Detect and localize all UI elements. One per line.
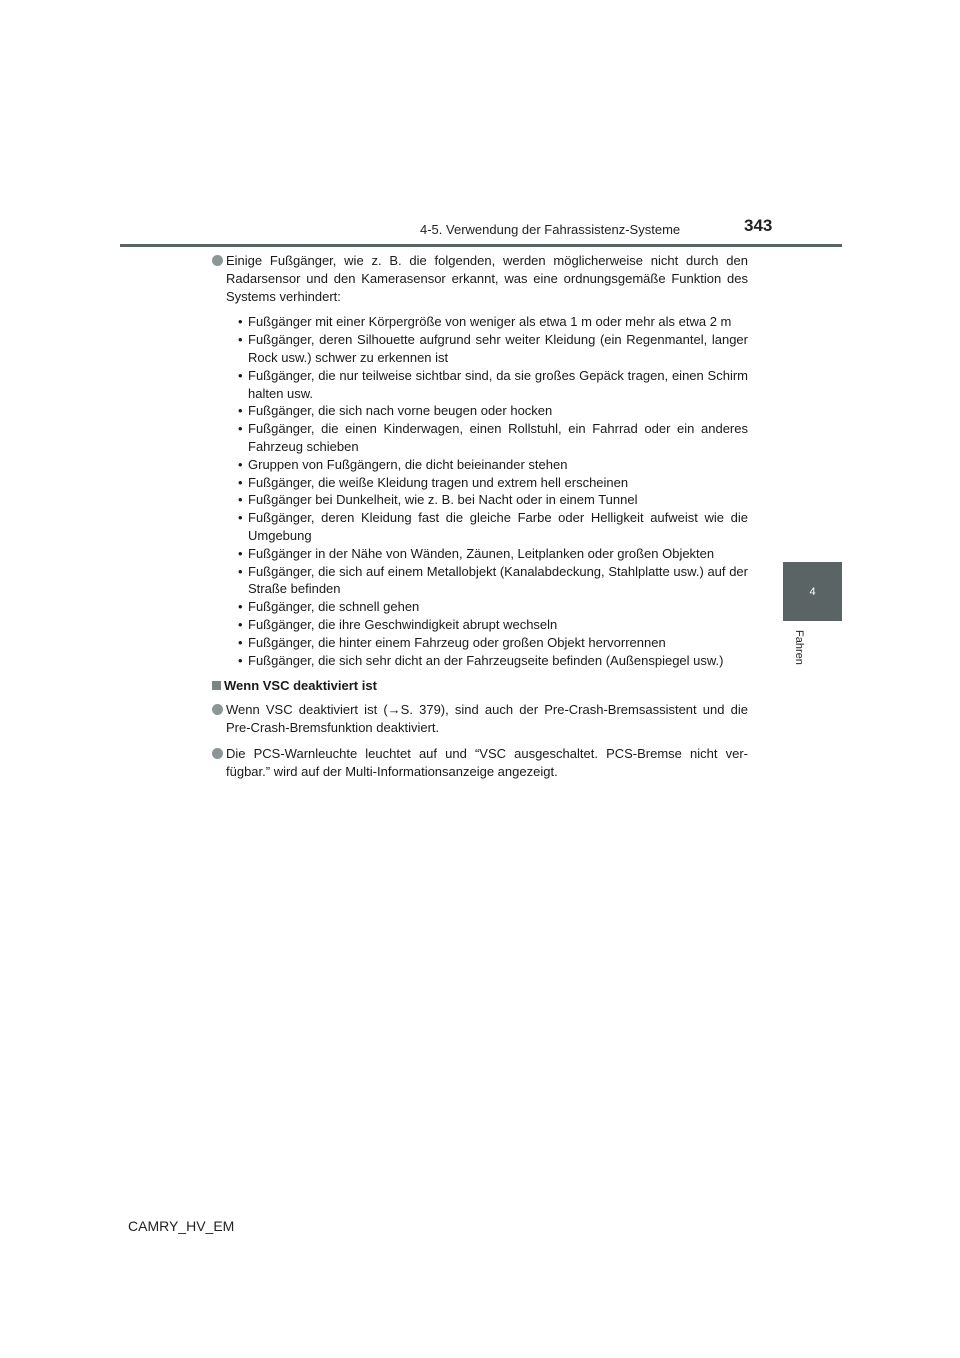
circle-bullet-icon bbox=[212, 704, 223, 715]
dot-bullet-icon: • bbox=[238, 510, 243, 526]
list-item bbox=[238, 474, 748, 492]
list-item bbox=[238, 402, 748, 420]
dot-bullet-icon: • bbox=[238, 332, 243, 348]
header-rule bbox=[120, 244, 842, 247]
list-item-text: Fußgänger, die weiße Kleidung tragen und extrem hell erscheinen bbox=[248, 474, 629, 490]
dot-bullet-icon: • bbox=[238, 634, 243, 650]
list-item-text: Fußgänger, die schnell gehen bbox=[248, 599, 420, 615]
chapter-tab bbox=[783, 562, 842, 621]
content-body bbox=[210, 252, 748, 788]
list-item-text: Gruppen von Fußgängern, die dicht beieinander stehen bbox=[248, 456, 568, 472]
list-item bbox=[238, 313, 748, 331]
dot-bullet-icon: • bbox=[238, 563, 243, 579]
dot-bullet-icon: • bbox=[238, 616, 243, 632]
list-item bbox=[238, 598, 748, 616]
list-item bbox=[238, 491, 748, 509]
list-item-text: Fußgänger, die sich sehr dicht an der Fahrzeugseite befinden (Außenspiegel usw.) bbox=[248, 652, 724, 668]
list-item bbox=[238, 367, 748, 403]
list-item bbox=[238, 509, 748, 545]
vsc-bullet-text: Wenn VSC deaktiviert ist (→S. 379), sind auch der Pre-Crash-Bremsassistent und die Pre-Crash-Bremsfunktion deaktiviert. bbox=[226, 702, 748, 735]
list-item bbox=[238, 634, 748, 652]
dot-bullet-icon: • bbox=[238, 421, 243, 437]
dot-bullet-icon: • bbox=[238, 545, 243, 561]
list-item bbox=[238, 652, 748, 670]
dot-bullet-icon: • bbox=[238, 367, 243, 383]
vsc-heading-text: Wenn VSC deaktiviert ist bbox=[224, 678, 377, 694]
intro-text: Einige Fußgänger, wie z. B. die folgenden, werden möglicherweise nicht durch den Radarsensor und den Kamerasensor erkannt, was eine ordnungsgemäße Funktion des Systems verhindert: bbox=[226, 253, 748, 304]
pedestrian-list bbox=[210, 313, 748, 669]
dot-bullet-icon: • bbox=[238, 314, 243, 330]
list-item-text: Fußgänger bei Dunkelheit, wie z. B. bei Nacht oder in einem Tunnel bbox=[248, 492, 638, 508]
intro-bullet bbox=[210, 252, 748, 305]
circle-bullet-icon bbox=[212, 255, 223, 266]
list-item-text: Fußgänger, deren Silhouette aufgrund sehr weiter Kleidung (ein Regenmantel, langer Rock usw.) schwer zu erkennen ist bbox=[248, 332, 748, 365]
list-item-text: Fußgänger, die ihre Geschwindigkeit abrupt wechseln bbox=[248, 616, 558, 632]
square-bullet-icon bbox=[212, 681, 221, 690]
vsc-bullet-text: Die PCS-Warnleuchte leuchtet auf und “VSC ausgeschaltet. PCS-Bremse nicht ver-fügbar.” wird auf der Multi-Informationsanzeige angezeigt. bbox=[226, 745, 748, 779]
list-item bbox=[238, 456, 748, 474]
dot-bullet-icon: • bbox=[238, 474, 243, 490]
list-item-text: Fußgänger, die nur teilweise sichtbar sind, da sie großes Gepäck tragen, einen Schirm halten usw. bbox=[248, 367, 748, 401]
list-item bbox=[238, 331, 748, 367]
page-number: 343 bbox=[744, 216, 773, 235]
list-item-text: Fußgänger, die hinter einem Fahrzeug oder großen Objekt hervorrennen bbox=[248, 634, 666, 650]
chapter-label: Fahren bbox=[793, 630, 805, 665]
list-item-text: Fußgänger, deren Kleidung fast die gleiche Farbe oder Helligkeit aufweist wie die Umgebung bbox=[248, 510, 748, 543]
list-item-text: Fußgänger in der Nähe von Wänden, Zäunen, Leitplanken oder großen Objekten bbox=[248, 545, 715, 561]
vsc-bullet-1 bbox=[210, 701, 748, 737]
list-item bbox=[238, 616, 748, 634]
list-item-text: Fußgänger mit einer Körpergröße von weniger als etwa 1 m oder mehr als etwa 2 m bbox=[248, 314, 732, 330]
list-item-text: Fußgänger, die sich nach vorne beugen oder hocken bbox=[248, 403, 553, 419]
footer-model-code: CAMRY_HV_EM bbox=[128, 1218, 235, 1234]
list-item bbox=[238, 420, 748, 456]
dot-bullet-icon: • bbox=[238, 492, 243, 508]
dot-bullet-icon: • bbox=[238, 456, 243, 472]
header-section-title: 4-5. Verwendung der Fahrassistenz-Systeme bbox=[420, 222, 681, 237]
circle-bullet-icon bbox=[212, 748, 223, 759]
vsc-bullet-2 bbox=[210, 745, 748, 781]
list-item bbox=[238, 545, 748, 563]
dot-bullet-icon: • bbox=[238, 403, 243, 419]
chapter-number: 4 bbox=[809, 585, 816, 598]
dot-bullet-icon: • bbox=[238, 599, 243, 615]
list-item bbox=[238, 563, 748, 599]
dot-bullet-icon: • bbox=[238, 652, 243, 668]
list-item-text: Fußgänger, die einen Kinderwagen, einen Rollstuhl, ein Fahrrad oder ein anderes Fahrzeug schieben bbox=[248, 421, 748, 454]
list-item-text: Fußgänger, die sich auf einem Metallobjekt (Kanalabdeckung, Stahlplatte usw.) auf der Straße befinden bbox=[248, 563, 748, 597]
vsc-heading bbox=[210, 677, 748, 695]
